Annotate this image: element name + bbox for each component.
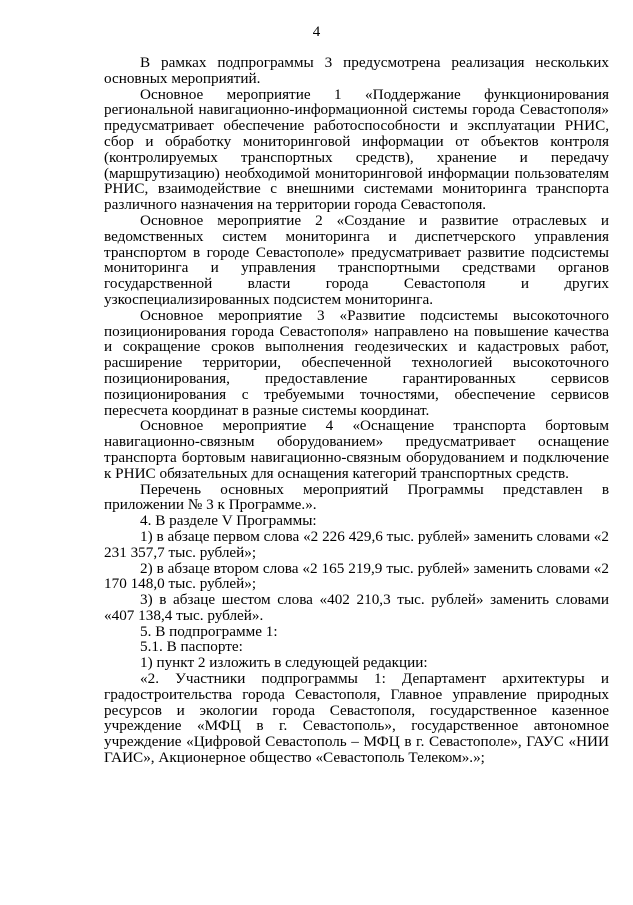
paragraph-section-5: 5. В подпрограмме 1: <box>140 622 278 640</box>
paragraph-amendment-3: 3) в абзаце шестом слова «402 210,3 тыс. рублей» заменить словами «407 138,4 тыс. рублей». <box>104 591 609 624</box>
paragraph-section-4: 4. В разделе V Программы: <box>140 512 317 530</box>
paragraph-events-list: Перечень основных мероприятий Программы представлен в приложении № 3 к Программе.». <box>104 480 609 514</box>
paragraph-intro: В рамках подпрограммы 3 предусмотрена реализация нескольких основных мероприятий. <box>104 54 609 87</box>
paragraph-event-1: Основное мероприятие 1 «Поддержание функционирования региональной навигационно-информационной системы города Севастополя» предусматривает обеспечение работоспособности и эксплуатации РНИС, сбор и обработку мониторинговой информации от объектов контроля (контролируемых транспортных средств), хранение и передачу (маршрутизацию) необходимой мониторинговой информации пользователям РНИС, взаимодействие с внешними системами мониторинга транспорта различного назначения на территории города Севастополя. <box>104 85 609 214</box>
paragraph-item-2-intro: 1) пункт 2 изложить в следующей редакции: <box>140 654 428 672</box>
paragraph-event-2: Основное мероприятие 2 «Создание и развитие отраслевых и ведомственных систем мониторинга и диспетчерского управления транспортом в городе Севастополе» предусматривает развитие подсистемы мониторинга и управления транспортными средствами органов государственной власти города Севастополя и других узкоспециализированных подсистем мониторинга. <box>104 211 609 308</box>
paragraph-section-5-1: 5.1. В паспорте: <box>140 638 243 656</box>
paragraph-event-4: Основное мероприятие 4 «Оснащение транспорта бортовым навигационно-связным оборудованием» предусматривает оснащение транспорта бортовым навигационно-связным оборудованием и подключение к РНИС обязательных для оснащения категорий транспортных средств. <box>104 417 609 482</box>
page-number: 4 <box>312 24 321 40</box>
paragraph-participants: «2. Участники подпрограммы 1: Департамент архитектуры и градостроительства города Севастополя, Главное управление природных ресурсов и экологии города Севастополя, государственное казенное учреждение «МФЦ в г. Севастополь», государственное автономное учреждение «Цифровой Севастополь – МФЦ в г. Севастополе», ГАУС «НИИ ГАИС», Акционерное общество «Севастополь Телеком».»; <box>104 670 609 767</box>
paragraph-event-3: Основное мероприятие 3 «Развитие подсистемы высокоточного позиционирования города Севастополя» направлено на повышение качества и сокращение сроков выполнения геодезических и кадастровых работ, расширение территории, обеспеченной технологией высокоточного позиционирования, предоставление гарантированных сервисов позиционирования с требуемыми точностями, обеспечение сервисов пересчета координат в разные системы координат. <box>104 306 609 419</box>
document-body <box>104 55 609 766</box>
paragraph-amendment-2: 2) в абзаце втором слова «2 165 219,9 тыс. рублей» заменить словами «2 170 148,0 тыс. рублей»; <box>104 559 609 593</box>
paragraph-amendment-1: 1) в абзаце первом слова «2 226 429,6 тыс. рублей» заменить словами «2 231 357,7 тыс. рублей»; <box>104 527 609 561</box>
